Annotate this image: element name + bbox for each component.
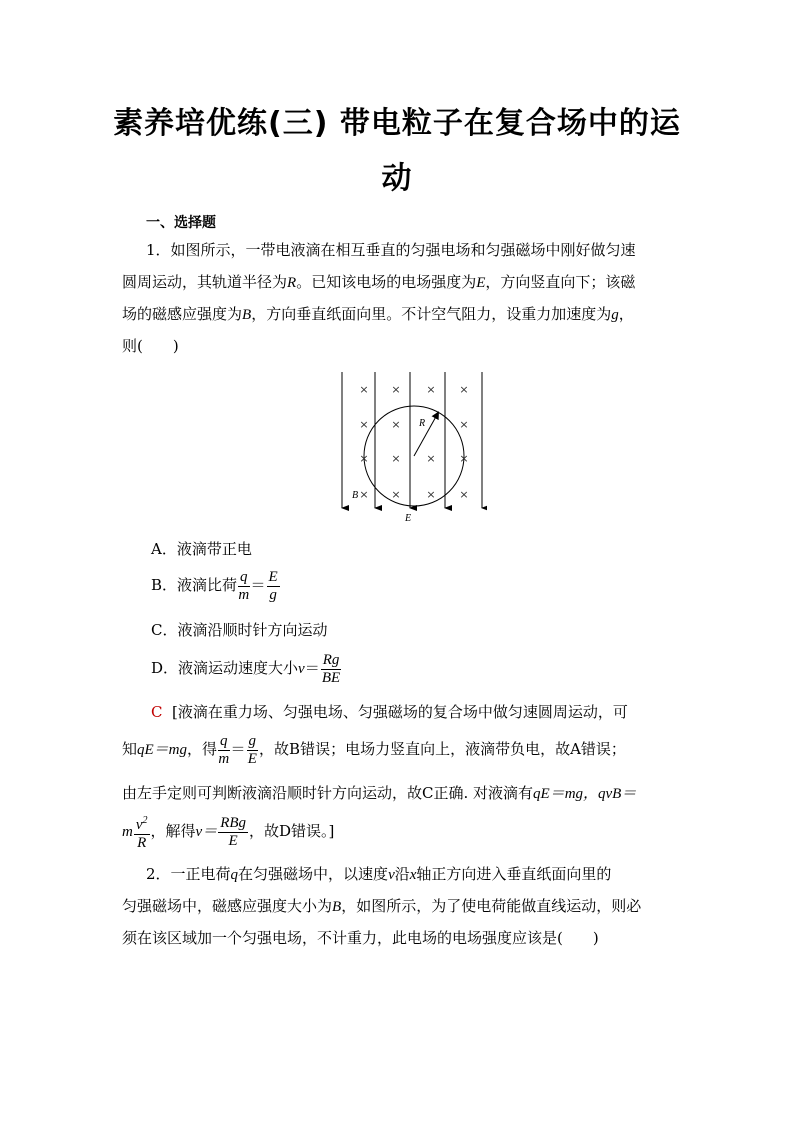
var-v: v	[135, 817, 143, 833]
option-b	[151, 566, 281, 604]
var-v: v	[388, 867, 395, 883]
text: 须在该区域加一个匀强电场，不计重力，此电场的电场强度应该是( )	[122, 929, 599, 947]
equation: qE＝mg	[137, 742, 188, 758]
cross-mark: ×	[459, 452, 469, 465]
var-R: R	[287, 275, 297, 291]
q2-line-2	[122, 896, 641, 917]
title-line-1: 素养培优练(三) 带电粒子在复合场中的运	[113, 106, 681, 141]
var-B: B	[332, 899, 342, 915]
den: E	[228, 832, 238, 849]
text: ＝	[250, 576, 266, 594]
text: 匀强磁场中，磁感应强度大小为	[122, 897, 333, 915]
text: C．液滴沿顺时针方向运动	[151, 621, 328, 639]
title-line-2: 动	[381, 161, 413, 196]
fraction-E-g	[267, 569, 280, 604]
text: 则( )	[122, 337, 179, 355]
text: ，故B错误；电场力竖直向上，液滴带负电，故A错误；	[259, 740, 626, 758]
text: 1．如图所示，一带电液滴在相互垂直的匀强电场和匀强磁场中刚好做匀速	[146, 241, 636, 259]
label-B: B	[352, 490, 359, 501]
text: 场的磁感应强度为	[122, 305, 243, 323]
num: q	[240, 568, 248, 585]
text: A．液滴带正电	[151, 540, 252, 558]
cross-mark: ×	[391, 452, 401, 465]
text: ，方向垂直纸面向里。不计空气阻力，设重力加速度为	[251, 305, 612, 323]
answer-line-3	[122, 783, 636, 804]
answer-letter: C	[151, 703, 163, 721]
exponent: 2	[142, 815, 148, 826]
cross-mark: ×	[359, 418, 369, 431]
text: [液滴在重力场、匀强电场、匀强磁场的复合场中做匀速圆周运动，可	[172, 703, 628, 721]
q1-line-4	[122, 336, 179, 356]
cross-mark: ×	[359, 383, 369, 396]
text: 由左手定则可判断液滴沿顺时针方向运动，故C正确. 对液滴有	[122, 784, 534, 802]
text: 沿	[394, 865, 410, 883]
den: E	[247, 750, 257, 767]
text: ，解得	[150, 822, 196, 840]
cross-mark: ×	[426, 452, 436, 465]
radius-arrow	[414, 413, 438, 456]
den: BE	[321, 669, 341, 686]
text: 圆周运动，其轨道半径为	[122, 273, 288, 291]
num: g	[248, 732, 257, 749]
section-heading: 一、选择题	[146, 215, 216, 231]
text: ＝	[230, 740, 246, 758]
q2-line-3	[122, 928, 599, 948]
text: 2．一正电荷	[146, 865, 231, 883]
text: ，	[618, 305, 634, 323]
text: B．液滴比荷	[151, 576, 238, 594]
num: q	[220, 732, 228, 749]
den: m	[238, 586, 250, 603]
text: 轴正方向进入垂直纸面向里的	[416, 865, 612, 883]
fraction-RBg-E	[218, 815, 248, 850]
q1-line-2	[122, 272, 635, 293]
cross-mark: ×	[426, 488, 436, 501]
cross-mark: ×	[459, 418, 469, 431]
label-E: E	[405, 513, 412, 524]
text: 知	[122, 740, 138, 758]
den: m	[218, 750, 230, 767]
text: 。已知该电场的电场强度为	[296, 273, 477, 291]
num: Rg	[322, 651, 340, 668]
cross-mark: ×	[459, 383, 469, 396]
cross-marks	[359, 383, 468, 501]
q2-line-1	[146, 864, 611, 885]
text: ，方向竖直向下；该磁	[485, 273, 636, 291]
den: R	[137, 835, 147, 851]
text: D．液滴运动速度大小	[151, 659, 299, 677]
answer-line-1	[151, 702, 628, 722]
option-a	[151, 539, 252, 559]
text: ，得	[187, 740, 218, 758]
cross-mark: ×	[391, 418, 401, 431]
num: E	[268, 568, 278, 585]
answer-line-4	[122, 809, 334, 854]
fraction-q-m	[218, 733, 230, 768]
cross-mark: ×	[359, 452, 369, 465]
option-d	[151, 649, 342, 688]
fraction-q-m	[238, 569, 250, 604]
cross-mark: ×	[426, 383, 436, 396]
cross-mark: ×	[459, 488, 469, 501]
option-c	[151, 620, 327, 640]
fraction-g-E	[247, 733, 259, 768]
fraction-Rg-BE	[321, 652, 342, 687]
var-v: v	[298, 661, 305, 677]
var-q: q	[230, 867, 239, 883]
var-E: E	[476, 275, 486, 291]
num: RBg	[220, 814, 247, 831]
text: ，如图所示，为了使电荷能做直线运动，则必	[341, 897, 642, 915]
equation: qE＝mg，qvB＝	[533, 786, 637, 802]
var-m: m	[122, 824, 133, 840]
cross-mark: ×	[391, 383, 401, 396]
var-B: B	[242, 307, 252, 323]
var-v: v＝	[195, 824, 218, 840]
text: ＝	[304, 659, 320, 677]
var-x: x	[409, 867, 417, 883]
fraction-v2-R	[134, 812, 150, 852]
text: ，故D错误。]	[249, 822, 335, 840]
label-R: R	[419, 418, 426, 429]
answer-line-2	[122, 730, 626, 769]
q1-line-1	[146, 240, 636, 260]
den: g	[269, 586, 277, 603]
var-g: g	[611, 307, 619, 323]
text: 在匀强磁场中，以速度	[238, 865, 389, 883]
cross-mark: ×	[359, 488, 369, 501]
q1-line-3	[122, 304, 634, 325]
num	[134, 812, 150, 835]
cross-mark: ×	[391, 488, 401, 501]
field-diagram	[337, 368, 487, 528]
